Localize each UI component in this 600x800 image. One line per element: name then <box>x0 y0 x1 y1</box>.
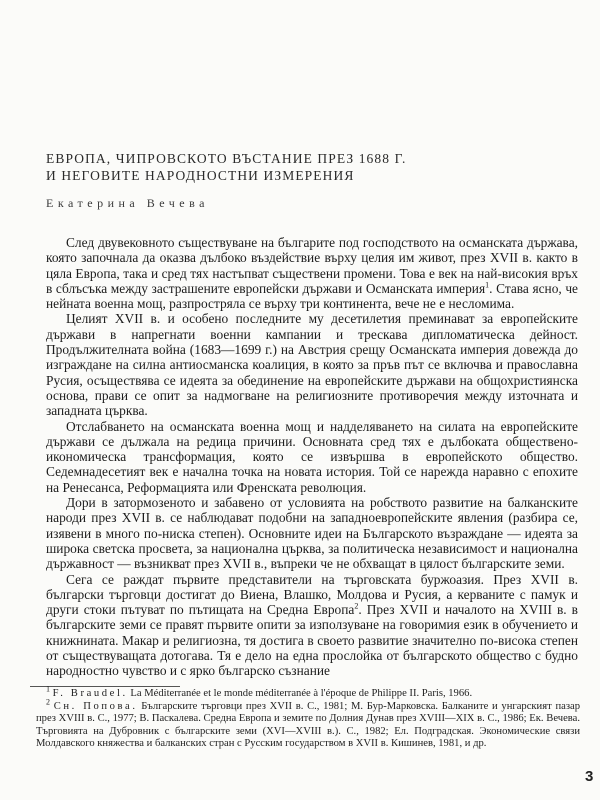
footnote-author: F. Braudel. <box>52 688 128 699</box>
page-number: 3 <box>585 768 594 785</box>
footnote-mark: 1 <box>46 684 50 694</box>
footnote-mark: 2 <box>46 697 50 707</box>
paragraph-text: След двувековното съществуване на българите под господството на османската държава, която започнала да оказва дълбоко въздействие върху целия им живот, през XVII в. както в цяла Европа, така и сред тях настъпват съществени промени. Това е век на най-високия връх в сблъсъка между застрашените европейски държави и Османската империя <box>46 235 578 296</box>
paragraph-text: Дори в затормозеното и забавено от условията на робството развитие на балканските народи през XVII в. се наблюдават подобни на западноевропейските явления (разбира се, изявени в много по-ниска степен). Основните идеи на Българското възраждане — идеята за широка светска просвета, за национална църква, за политическа независимост и национална държавност — възникват през XVII в., въпреки че не обхващат в цялост българските земи. <box>46 495 578 572</box>
paragraph <box>46 572 578 679</box>
footnote-text: Българските търговци през XVII в. С., 1981; М. Бур-Марковска. Балканите и унгарският пазар през XVIII в. С., 1977; В. Паскалева. Средна Европа и земите по Долния Дунав през XVIII—XIX в. С., 1986; Ек. Вечева. Търговията на Дубровник с българските земи (XVI—XVIII в.). С., 1982; Ел. Подградская. Экономические связи Молдавского княжества и балканских стран с Русским государством в XVII в. Кишинев, 1981, и др. <box>36 700 581 750</box>
paragraph <box>46 235 578 311</box>
footnote-text: La Méditerranée et le monde méditerranée à l'époque de Philippe II. Paris, 1966. <box>127 688 473 699</box>
article-title-line-1: ЕВРОПА, ЧИПРОВСКОТО ВЪСТАНИЕ ПРЕЗ 1688 Г. <box>46 151 407 166</box>
paragraph-text: . През XVII и началото на XVIII в. в българските земи се правят първите опити за използуване на говоримия език в обучението и книжнината. Макар и религиозна, тя достига в своето развитие значително по-висока степен от съществуващата дотогава. Тя е дело на една прослойка от българското общество с будно народностно чувство и с ярко българско съзнание <box>46 602 578 679</box>
article-author: Екатерина Вечева <box>46 196 209 210</box>
article-body <box>46 235 578 679</box>
paragraph-text: Отслабването на османската военна мощ и надделяването на силата на европейските държави се дължала на редица причини. Основната сред тях е дълбоката обществено-икономическа трансформация, която се извършва в европейското общество. Седемнадесетият век е начална точка на новата история. Той се нарежда наравно с епохите на Ренесанса, Реформацията или Френската революция. <box>46 418 578 495</box>
footnote-ref[interactable]: 2 <box>354 601 359 611</box>
footnote <box>36 697 581 751</box>
paragraph <box>46 311 578 418</box>
article-title-line-2: И НЕГОВИТЕ НАРОДНОСТНИ ИЗМЕРЕНИЯ <box>46 168 355 183</box>
footnote-ref[interactable]: 1 <box>485 280 490 290</box>
footnote-divider <box>30 686 180 687</box>
paragraph <box>46 419 578 495</box>
paragraph-text: Сега се раждат първите представители на търговската буржоазия. През XVII в. български търговци достигат до Виена, Влашко, Молдова и Русия, а керваните с памук и други стоки пътуват по пътищата на Средна Европа <box>46 571 578 618</box>
paragraph-text: . Става ясно, че нейната военна мощ, разпростряла се върху три континента, вече не е несломима. <box>46 280 579 312</box>
footnote-author: Сн. Попова. <box>53 700 138 712</box>
article-header <box>46 150 566 211</box>
footnotes <box>36 684 581 751</box>
footnote <box>36 684 580 701</box>
paragraph <box>46 495 578 571</box>
paragraph-text: Целият XVII в. и особено последните му десетилетия преминават за европейските държави в напрегнати военни кампании и трескава дипломатическа дейност. Продължителната война (1683—1699 г.) на Австрия срещу Османската империя довежда до изграждане на силна антиосманска коалиция, в която за пръв път се включва и православна Русия, осъществява се идеята за обединение на европейските държави на общохристиянска основа, прави се опит за надмогване на религиозните противоречия между източната и западната църква. <box>46 311 578 419</box>
